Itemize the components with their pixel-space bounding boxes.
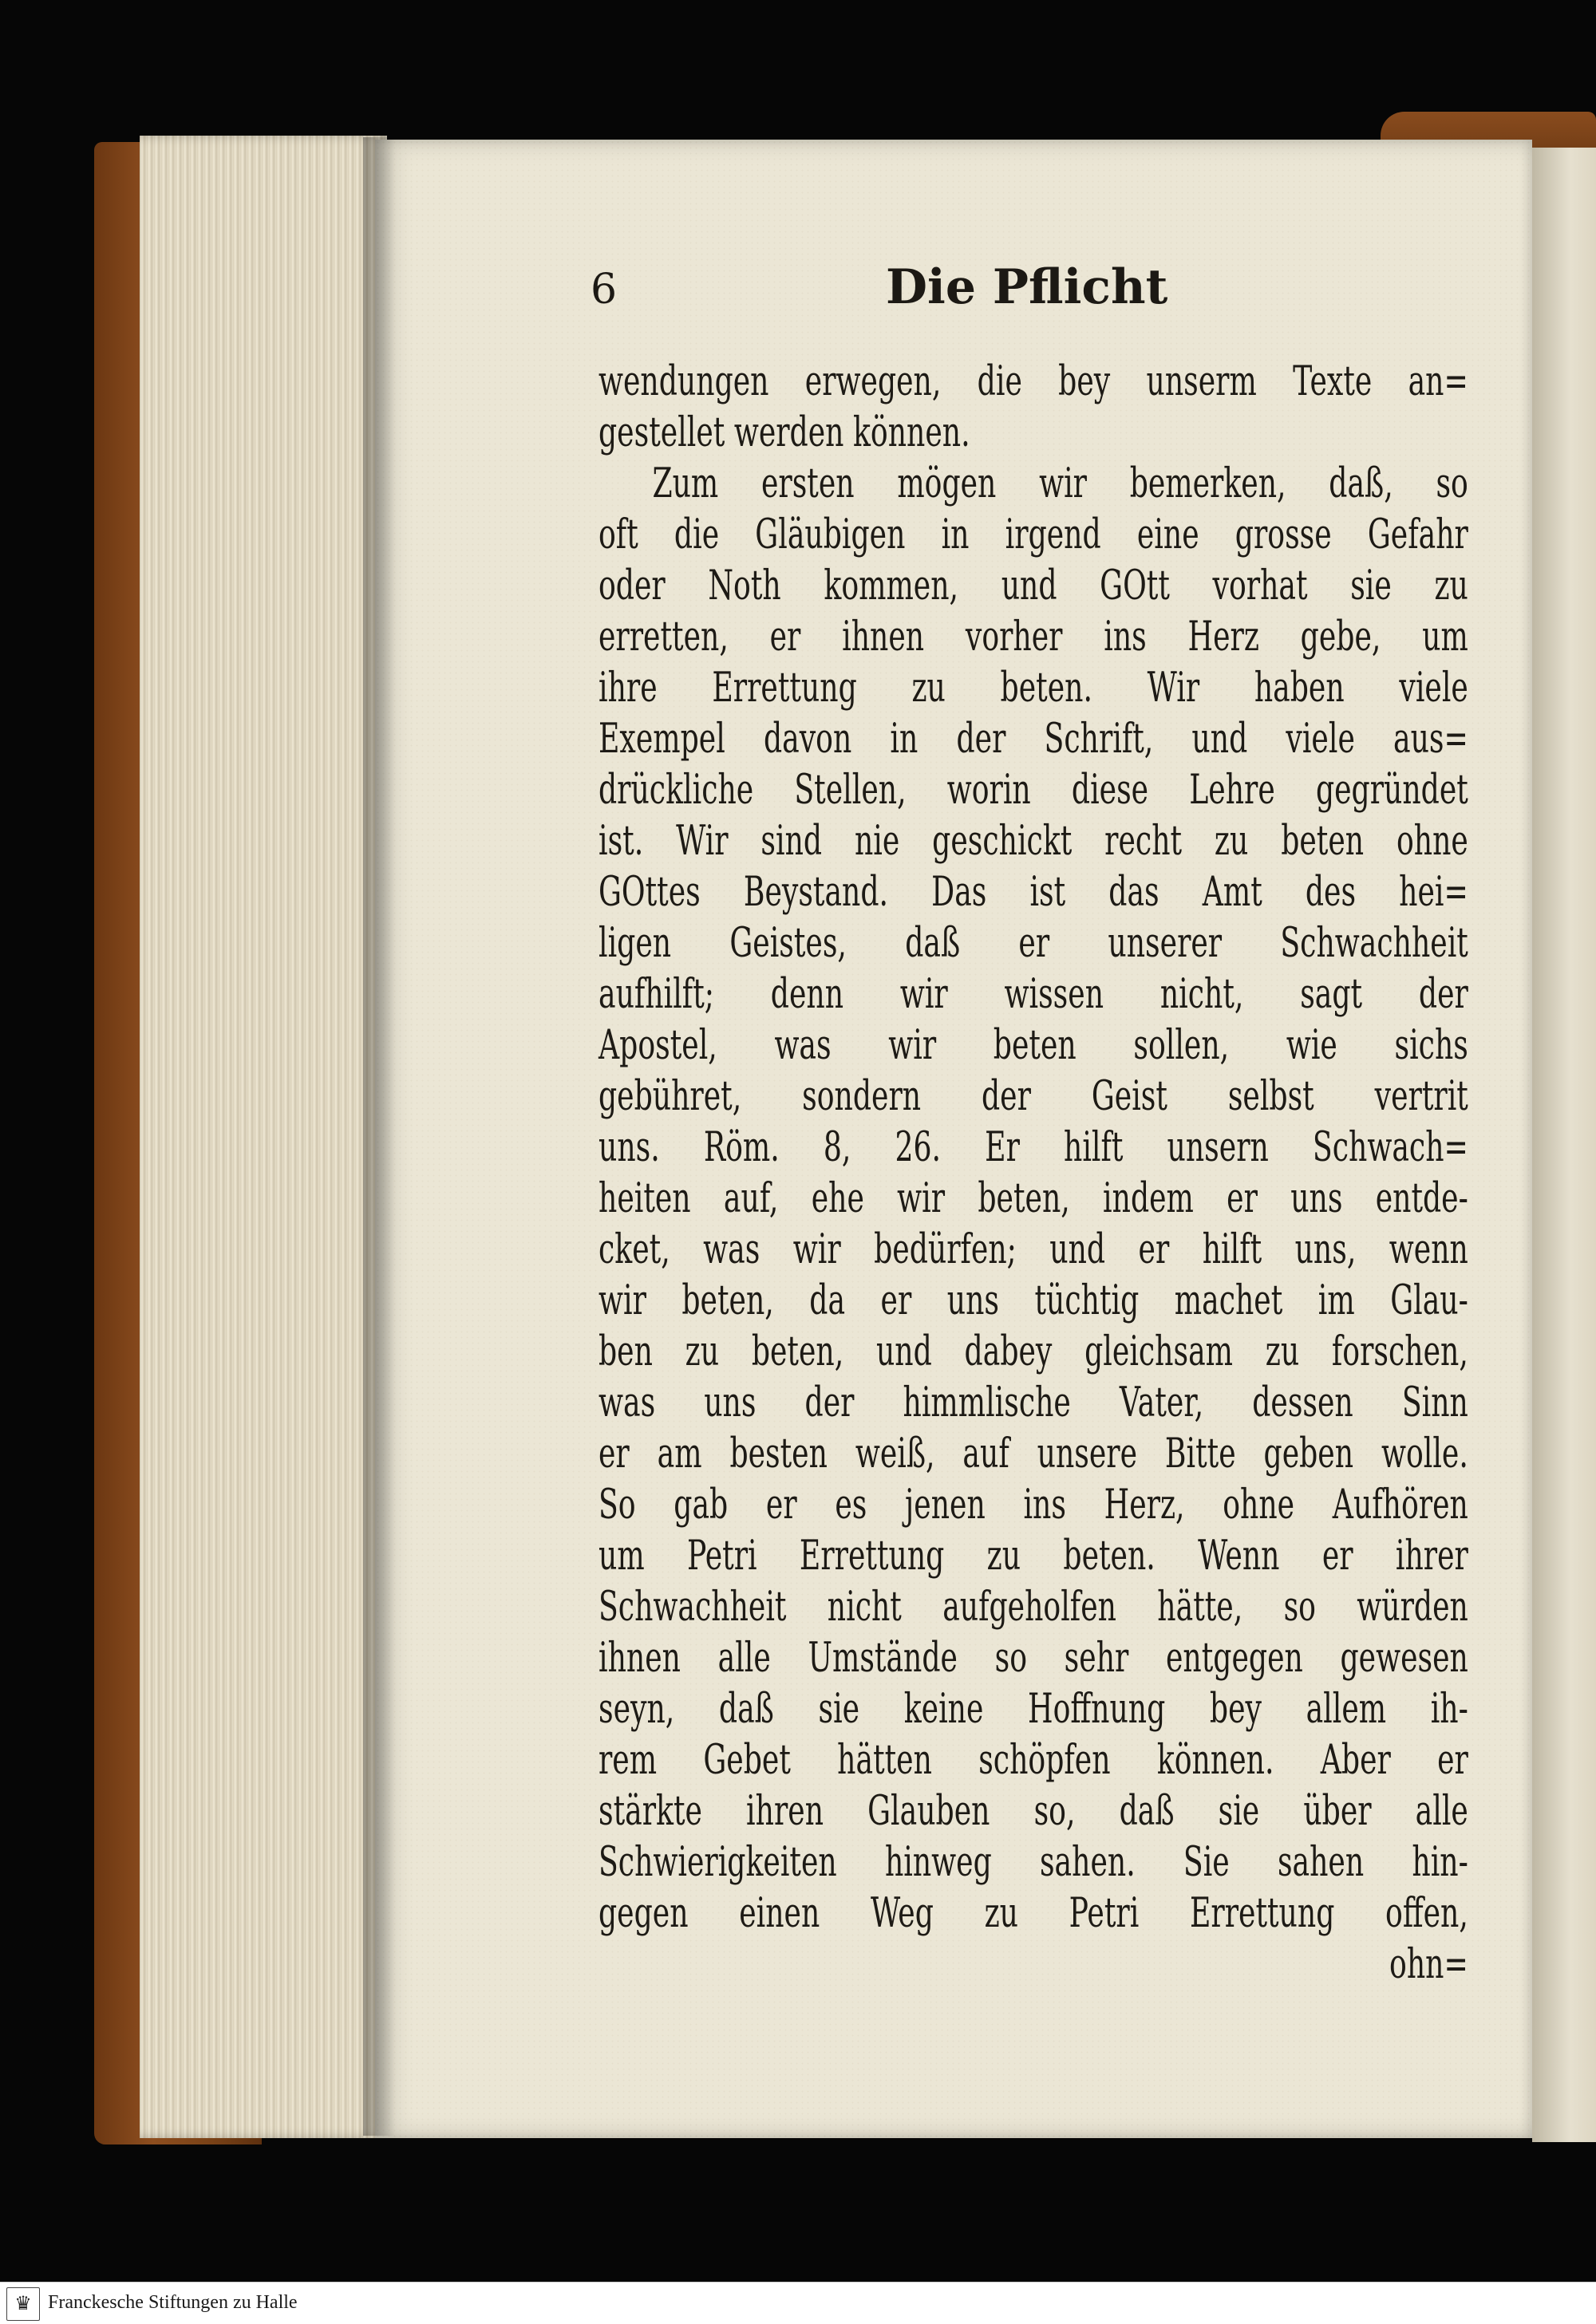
text-line: seyn, daß sie keine Hoffnung bey allem ih- [598,1686,1468,1733]
text-line: ist. Wir sind nie geschickt recht zu beten ohne [598,818,1468,865]
text-line: wir beten, da er uns tüchtig machet im Glau- [598,1277,1468,1324]
text-line: stärkte ihren Glauben so, daß sie über alle [598,1788,1468,1835]
body-text [598,357,1596,1991]
text-line: gegen einen Weg zu Petri Errettung offen, [598,1890,1468,1937]
text-line: um Petri Errettung zu beten. Wenn er ihrer [598,1533,1468,1580]
text-line: oft die Gläubigen in irgend eine grosse Gefahr [598,511,1468,558]
text-line: ben zu beten, und dabey gleichsam zu forschen, [598,1328,1468,1375]
text-line: rem Gebet hätten schöpfen können. Aber er [598,1737,1468,1784]
text-line: aufhilft; denn wir wissen nicht, sagt der [598,971,1468,1018]
book-page [375,140,1532,2138]
text-line: Schwierigkeiten hinweg sahen. Sie sahen hin- [598,1839,1468,1886]
text-line: drückliche Stellen, worin diese Lehre gegründet [598,767,1468,814]
footer-institution: Franckesche Stiftungen zu Halle [48,2292,298,2313]
text-line: uns. Röm. 8, 26. Er hilft unsern Schwach= [598,1124,1468,1171]
text-line: Exempel davon in der Schrift, und viele aus= [598,716,1468,763]
running-head: Die Pflicht [886,259,1168,315]
gutter-shadow [363,137,395,2136]
text-line: wendungen erwegen, die bey unserm Texte an= [598,358,1468,405]
institution-logo-icon: ♛ [6,2287,40,2321]
text-line: oder Noth kommen, und GOtt vorhat sie zu [598,562,1468,610]
text-line: So gab er es jenen ins Herz, ohne Aufhören [598,1482,1468,1529]
text-line: was uns der himmlische Vater, dessen Sinn [598,1379,1468,1426]
text-line: Schwachheit nicht aufgeholfen hätte, so würden [598,1584,1468,1631]
page-number: 6 [591,266,618,314]
text-line: heiten auf, ehe wir beten, indem er uns entde- [598,1175,1468,1222]
text-line: ihnen alle Umstände so sehr entgegen gewesen [598,1635,1468,1682]
text-line: GOttes Beystand. Das ist das Amt des hei= [598,869,1468,916]
catchword: ohn= [1389,1941,1468,1988]
text-line: er am besten weiß, auf unsere Bitte geben wolle. [598,1430,1468,1478]
page-edges-stack [140,136,387,2138]
text-line: ihre Errettung zu beten. Wir haben viele [598,665,1468,712]
text-line-paragraph-start: Zum ersten mögen wir bemerken, daß, so [652,460,1468,507]
text-line: cket, was wir bedürfen; und er hilft uns, wenn [598,1226,1468,1273]
text-line: gebühret, sondern der Geist selbst vertrit [598,1073,1468,1120]
text-line: ligen Geistes, daß er unserer Schwachheit [598,920,1468,967]
text-line: gestellet werden können. [598,409,970,456]
text-line: Apostel, was wir beten sollen, wie sichs [598,1022,1468,1069]
footer-bar [0,2282,1596,2324]
text-line: erretten, er ihnen vorher ins Herz gebe, um [598,614,1468,661]
